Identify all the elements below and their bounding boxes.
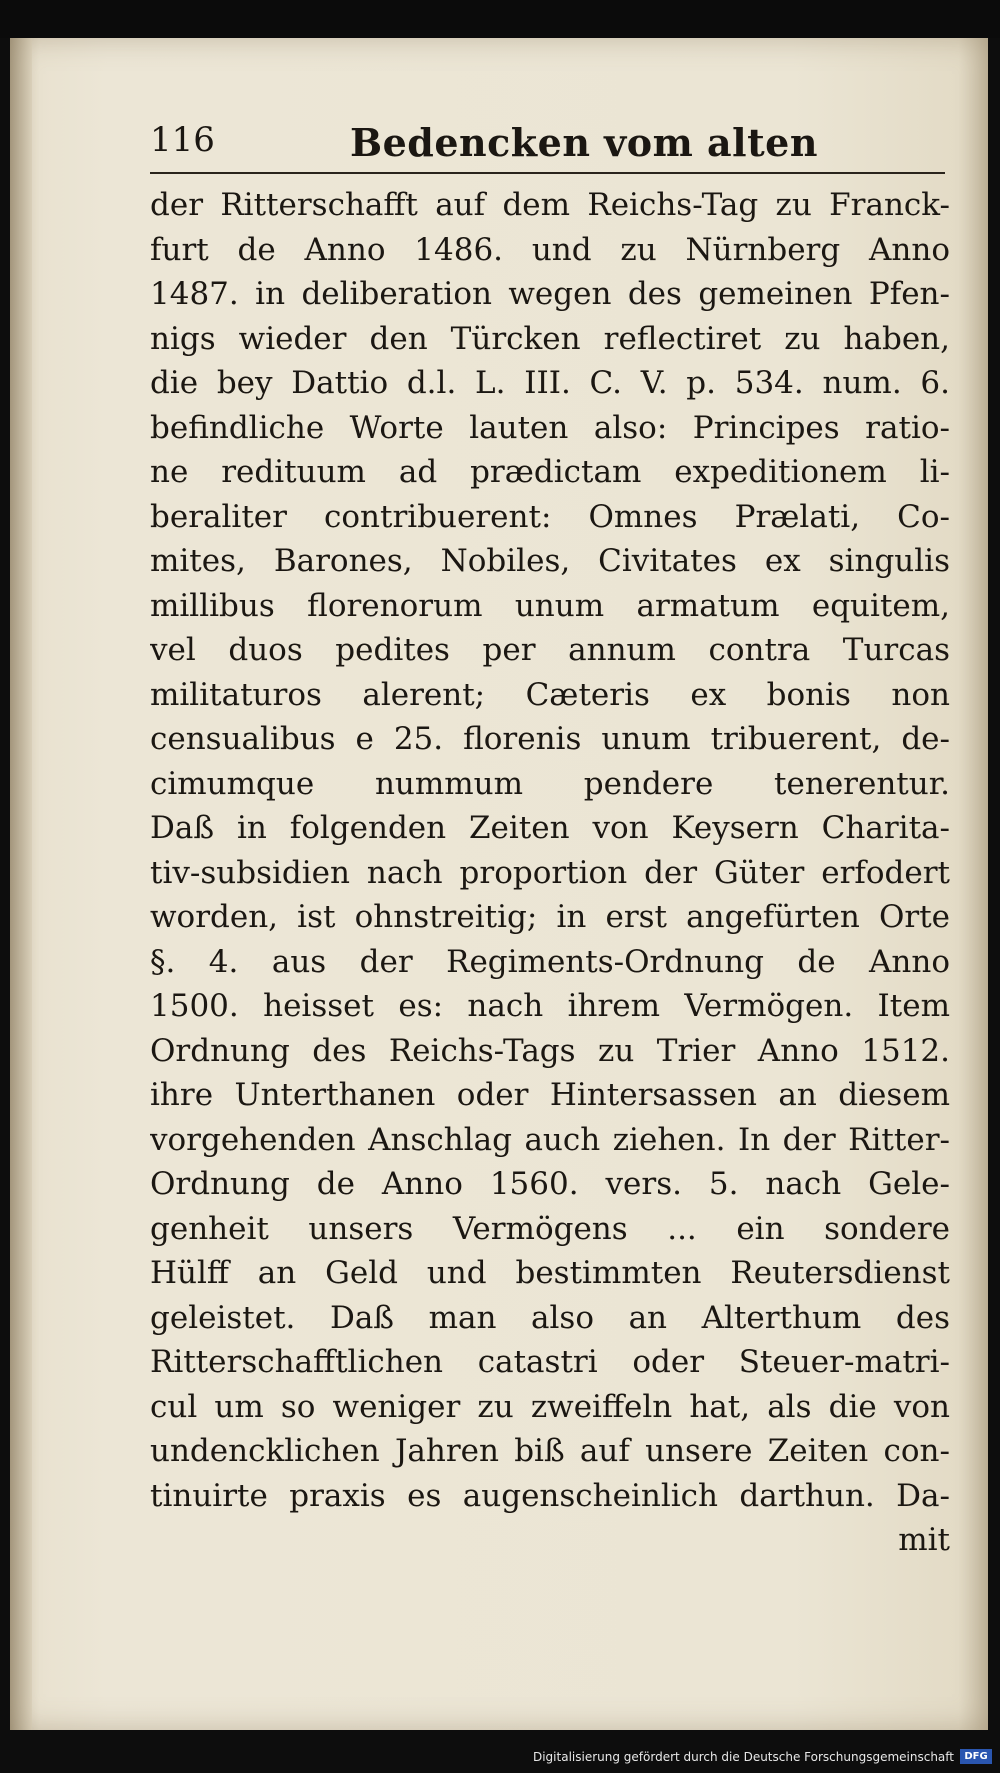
text-line: ihre Unterthanen oder Hintersassen an diesem xyxy=(150,1077,950,1113)
text-line: 1500. heisset es: nach ihrem Vermögen. Item xyxy=(150,988,950,1024)
text-line: millibus florenorum unum armatum equitem, xyxy=(150,587,950,624)
page-gutter-shadow xyxy=(10,38,32,1730)
text-line: Ordnung de Anno 1560. vers. 5. nach Gele- xyxy=(150,1166,950,1202)
text-line: tiv-subsidien nach proportion der Güter erfodert xyxy=(150,854,950,891)
text-line: befindliche Worte lauten also: Principes ratio- xyxy=(150,409,950,446)
dfg-logo: DFG xyxy=(960,1749,992,1764)
text-line: der Ritterschafft auf dem Reichs-Tag zu Franck- xyxy=(150,187,950,223)
text-line: undencklichen Jahren biß auf unsere Zeiten con- xyxy=(150,1433,950,1469)
text-line: die bey Dattio d.l. L. III. C. V. p. 534. num. 6. xyxy=(150,365,950,401)
text-line: furt de Anno 1486. und zu Nürnberg Anno xyxy=(150,231,950,268)
scan-top-border xyxy=(0,0,1000,38)
text-line: Hülff an Geld und bestimmten Reutersdienst xyxy=(150,1255,950,1291)
text-line: ne redituum ad prædictam expeditionem li- xyxy=(150,454,950,490)
text-line: vorgehenden Anschlag auch ziehen. In der Ritter- xyxy=(150,1121,950,1158)
text-line: militaturos alerent; Cæteris ex bonis non xyxy=(150,676,950,713)
text-line: vel duos pedites per annum contra Turcas xyxy=(150,632,950,668)
text-line: beraliter contribuerent: Omnes Prælati, Co- xyxy=(150,498,950,535)
body-text xyxy=(150,183,950,1563)
digitization-credit: Digitalisierung gefördert durch die Deutsche Forschungsgemeinschaft xyxy=(532,1750,954,1764)
text-line: 1487. in deliberation wegen des gemeinen Pfen- xyxy=(150,276,950,312)
header-rule xyxy=(150,172,945,174)
text-line: worden, ist ohnstreitig; in erst angefürten Orte xyxy=(150,899,950,935)
text-line: §. 4. aus der Regiments-Ordnung de Anno xyxy=(150,943,950,980)
text-line: genheit unsers Vermögens ... ein sondere xyxy=(150,1210,950,1247)
page-number: 116 xyxy=(150,120,215,160)
text-line: Ordnung des Reichs-Tags zu Trier Anno 1512. xyxy=(150,1032,950,1069)
text-line: Ritterschafftlichen catastri oder Steuer-matri- xyxy=(150,1344,950,1380)
text-line: geleistet. Daß man also an Alterthum des xyxy=(150,1299,950,1336)
text-line: tinuirte praxis es augenscheinlich darthun. Da- xyxy=(150,1477,950,1514)
text-line: cimumque nummum pendere tenerentur. xyxy=(150,765,950,802)
page-header xyxy=(150,120,950,176)
text-line: nigs wieder den Türcken reflectiret zu haben, xyxy=(150,320,950,357)
running-title: Bedencken vom alten xyxy=(350,120,818,165)
text-line: Daß in folgenden Zeiten von Keysern Charita- xyxy=(150,810,950,846)
text-line: cul um so weniger zu zweiffeln hat, als die von xyxy=(150,1388,950,1425)
catchword: mit xyxy=(898,1522,950,1558)
text-line: censualibus e 25. florenis unum tribuerent, de- xyxy=(150,721,950,757)
text-line: mites, Barones, Nobiles, Civitates ex singulis xyxy=(150,543,950,579)
